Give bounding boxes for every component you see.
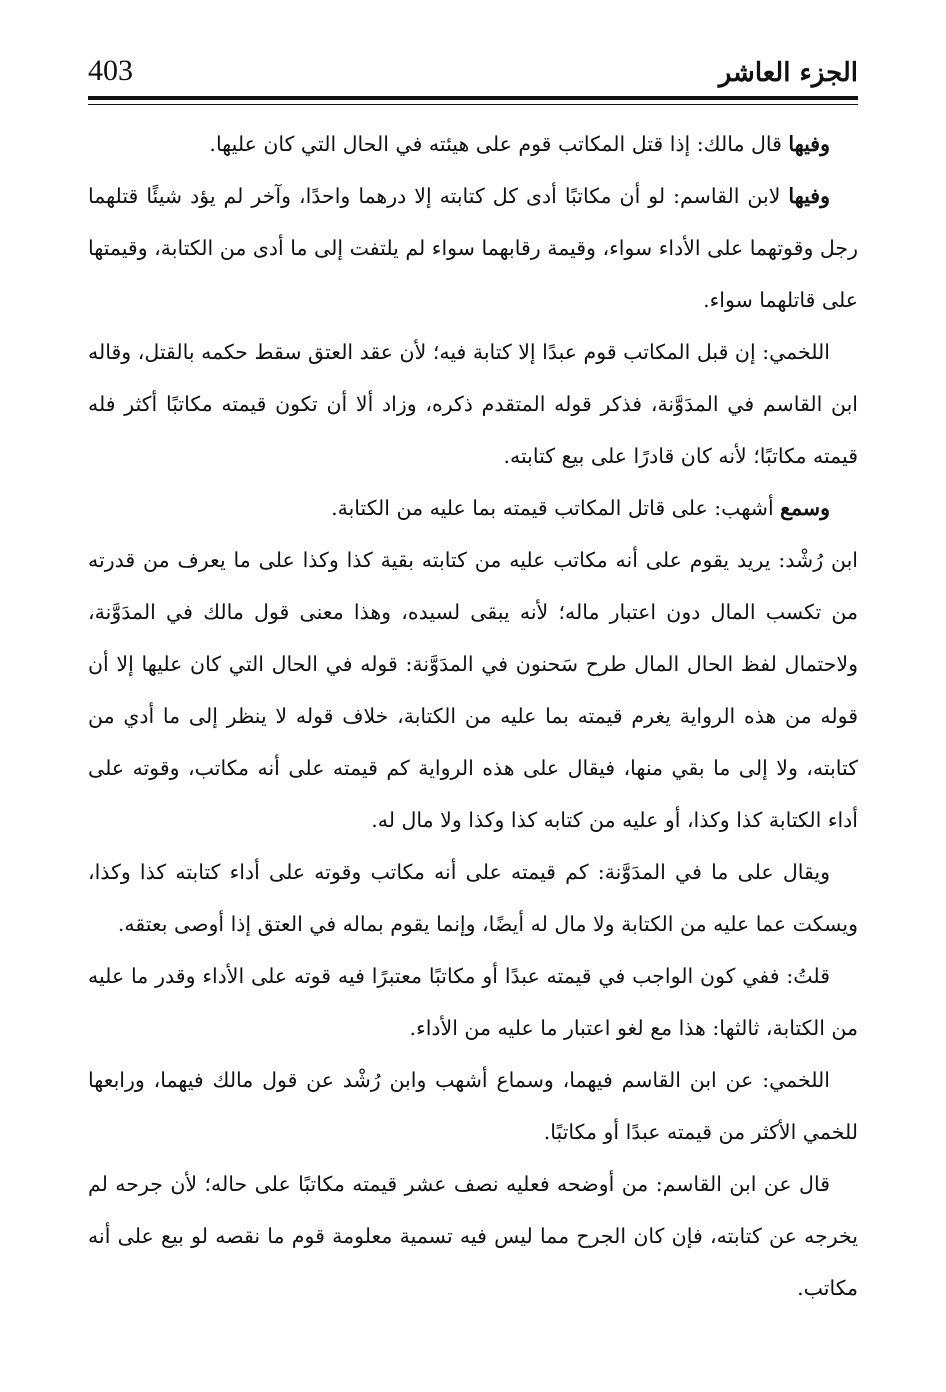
header-rule-thick [88, 96, 858, 100]
paragraph [88, 846, 858, 950]
paragraph [88, 326, 858, 482]
paragraph [88, 1158, 858, 1314]
volume-title: الجزء العاشر [718, 58, 858, 88]
paragraph-text: قال عن ابن القاسم: من أوضحه فعليه نصف عشر قيمته مكاتبًا على حاله؛ لأن جرحه لم يخرجه عن كتابته، فإن كان الجرح مما ليس فيه تسمية معلومة قوم ما نقصه لو بيع على أنه مكاتب. [88, 1172, 858, 1300]
paragraph-text: قلتُ: ففي كون الواجب في قيمته عبدًا أو مكاتبًا معتبرًا فيه قوته على الأداء وقدر ما عليه من الكتابة، ثالثها: هذا مع لغو اعتبار ما عليه من الأداء. [88, 964, 858, 1040]
paragraph-text: ابن رُشْد: يريد يقوم على أنه مكاتب عليه من كتابته بقية كذا وكذا على ما يعرف من قدرته من تكسب المال دون اعتبار ماله؛ لأنه يبقى لسيده، وهذا معنى قول مالك في المدَوَّنة، ولاحتمال لفظ الحال المال طرح سَحنون في المدَوَّنة: قوله في الحال التي كان عليها إلا أن قوله من هذه الرواية يغرم قيمته بما عليه من الكتابة، خلاف قوله لا ينظر إلى ما أدي من كتابته، ولا إلى ما بقي منها، فيقال على هذه الرواية كم قيمته على أنه مكاتب، وقوته على أداء الكتابة كذا وكذا، أو عليه من كتابه كذا وكذا ولا مال له. [88, 548, 858, 832]
paragraph [88, 1054, 858, 1158]
paragraph-lead: وفيها [788, 132, 830, 156]
paragraph-lead: وفيها [788, 184, 830, 208]
paragraph [88, 118, 858, 170]
paragraph [88, 950, 858, 1054]
paragraph-text: لابن القاسم: لو أن مكاتبًا أدى كل كتابته إلا درهما واحدًا، وآخر لم يؤد شيئًا قتلهما رجل وقوتهما على الأداء سواء، وقيمة رقابهما سواء لم يلتفت إلى ما أدى من الكتابة، وقيمتها على قاتلهما سواء. [88, 184, 858, 312]
paragraph-text: قال مالك: إذا قتل المكاتب قوم على هيئته في الحال التي كان عليها. [209, 132, 789, 156]
paragraph-lead: وسمع [780, 496, 830, 520]
paragraph-text: ويقال على ما في المدَوَّنة: كم قيمته على أنه مكاتب وقوته على أداء كتابته كذا وكذا، ويسكت عما عليه من الكتابة ولا مال له أيضًا، وإنما يقوم بماله في العتق إذا أوصى بعتقه. [88, 860, 858, 936]
paragraph-text: اللخمي: عن ابن القاسم فيهما، وسماع أشهب وابن رُشْد عن قول مالك فيهما، ورابعها للخمي الأكثر من قيمته عبدًا أو مكاتبًا. [88, 1068, 858, 1144]
paragraph [88, 534, 858, 846]
paragraph-text: اللخمي: إن قبل المكاتب قوم عبدًا إلا كتابة فيه؛ لأن عقد العتق سقط حكمه بالقتل، وقاله ابن القاسم في المدَوَّنة، فذكر قوله المتقدم ذكره، وزاد ألا أن تكون قيمته مكاتبًا أكثر فله قيمته مكاتبًا؛ لأنه كان قادرًا على بيع كتابته. [88, 340, 858, 468]
paragraph-text: أشهب: على قاتل المكاتب قيمته بما عليه من الكتابة. [331, 496, 781, 520]
page-number: 403 [88, 54, 133, 87]
header-rule-thin [88, 104, 858, 105]
paragraph [88, 482, 858, 534]
paragraph [88, 170, 858, 326]
body-text [88, 118, 858, 1314]
